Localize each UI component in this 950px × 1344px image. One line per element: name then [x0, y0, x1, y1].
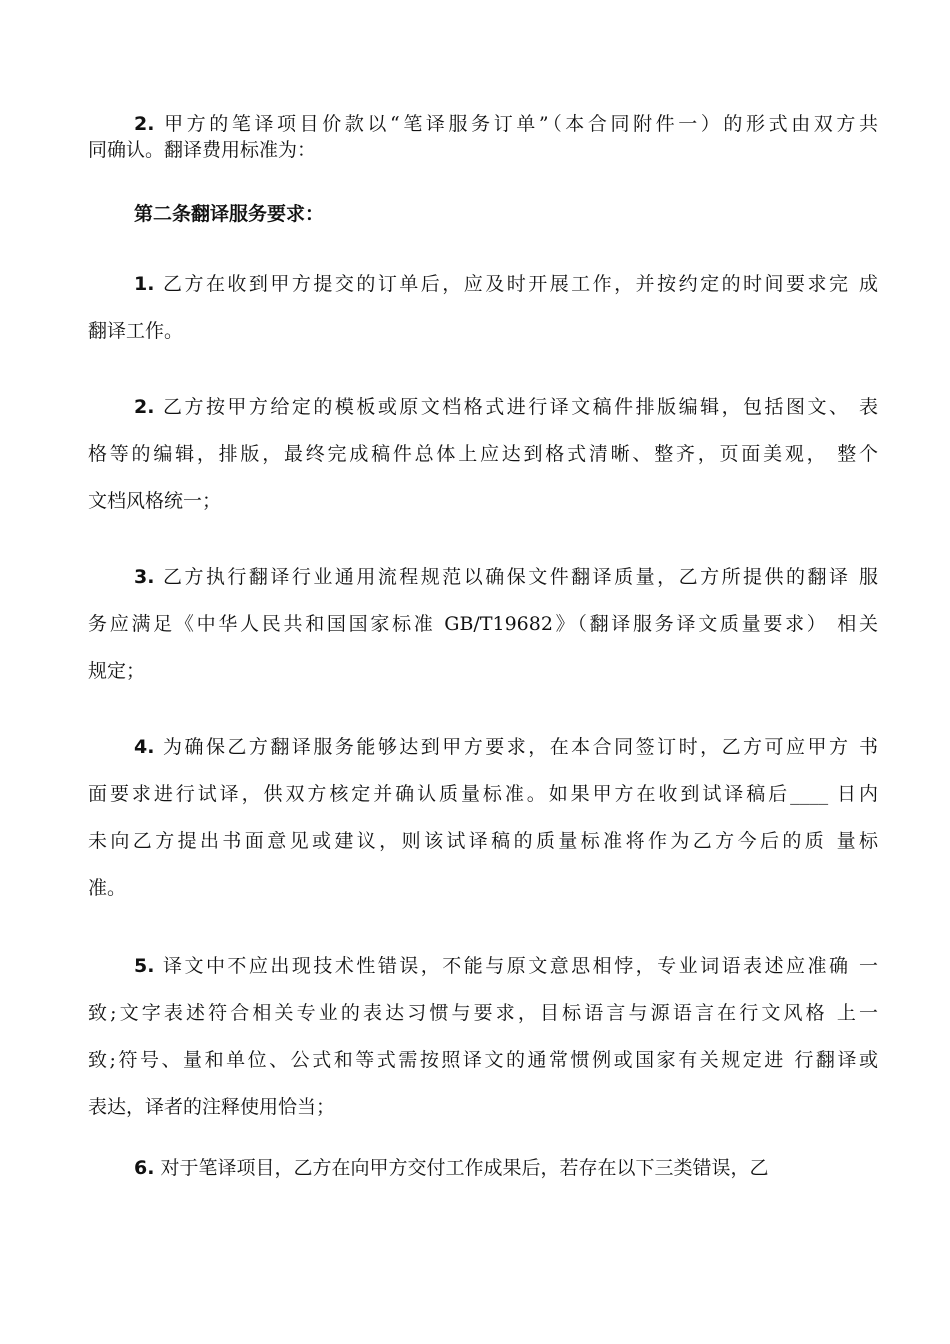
clause-2-line-3: 文档风格统一； [88, 490, 222, 512]
clause-4-line-1 [134, 734, 878, 760]
section-heading: 第二条翻译服务要求： [134, 203, 325, 225]
clause-text: 对于笔译项目，乙方在向甲方交付工作成果后，若存在以下三类错误，乙 [154, 1157, 769, 1179]
paragraph-price-line-1 [134, 111, 878, 137]
clause-5-line-1 [134, 953, 878, 979]
clause-text: 乙方执行翻译行业通用流程规范以确保文件翻译质量，乙方所提供的翻译 服 [162, 566, 878, 588]
clause-number: 4. [134, 736, 155, 758]
paragraph-text: 甲方的笔译项目价款以“笔译服务订单”（本合同附件一）的形式由双方共 [164, 113, 878, 135]
clause-4-line-3: 未向乙方提出书面意见或建议，则该试译稿的质量标准将作为乙方今后的质 量标 [88, 830, 878, 852]
clause-2-line-2: 格等的编辑，排版，最终完成稿件总体上应达到格式清晰、整齐，页面美观， 整个 [88, 443, 878, 465]
clause-3-line-1 [134, 564, 878, 590]
clause-text: 为确保乙方翻译服务能够达到甲方要求，在本合同签订时，乙方可应甲方 书 [162, 736, 878, 758]
clause-3-line-3: 规定； [88, 660, 146, 682]
clause-number: 1. [134, 273, 155, 295]
clause-6-line-1 [134, 1155, 878, 1181]
clause-text: 译文中不应出现技术性错误，不能与原文意思相悖，专业词语表述应准确 一 [162, 955, 878, 977]
clause-number: 3. [134, 566, 155, 588]
clause-number: 2. [134, 396, 155, 418]
paragraph-price-line-2: 同确认。翻译费用标准为： [88, 139, 317, 161]
clause-4-line-2: 面要求进行试译，供双方核定并确认质量标准。如果甲方在收到试译稿后____ 日内 [88, 783, 878, 805]
clause-text: 乙方按甲方给定的模板或原文档格式进行译文稿件排版编辑，包括图文、 表 [162, 396, 878, 418]
clause-5-line-4: 表达，译者的注释使用恰当； [88, 1096, 336, 1118]
clause-5-line-3: 致;符号、量和单位、公式和等式需按照译文的通常惯例或国家有关规定进 行翻译或 [88, 1049, 878, 1071]
clause-1-line-1 [134, 271, 878, 297]
clause-5-line-2: 致;文字表述符合相关专业的表达习惯与要求，目标语言与源语言在行文风格 上一 [88, 1002, 878, 1024]
clause-text: 乙方在收到甲方提交的订单后，应及时开展工作，并按约定的时间要求完 成 [162, 273, 878, 295]
clause-4-line-4: 准。 [88, 877, 127, 899]
clause-3-line-2: 务应满足《中华人民共和国国家标准 GB/T19682》（翻译服务译文质量要求） 相关 [88, 613, 878, 635]
clause-number: 5. [134, 955, 155, 977]
paragraph-number: 2. [134, 113, 155, 135]
clause-1-line-2: 翻译工作。 [88, 320, 184, 342]
clause-2-line-1 [134, 394, 878, 420]
clause-number: 6. [134, 1157, 155, 1179]
